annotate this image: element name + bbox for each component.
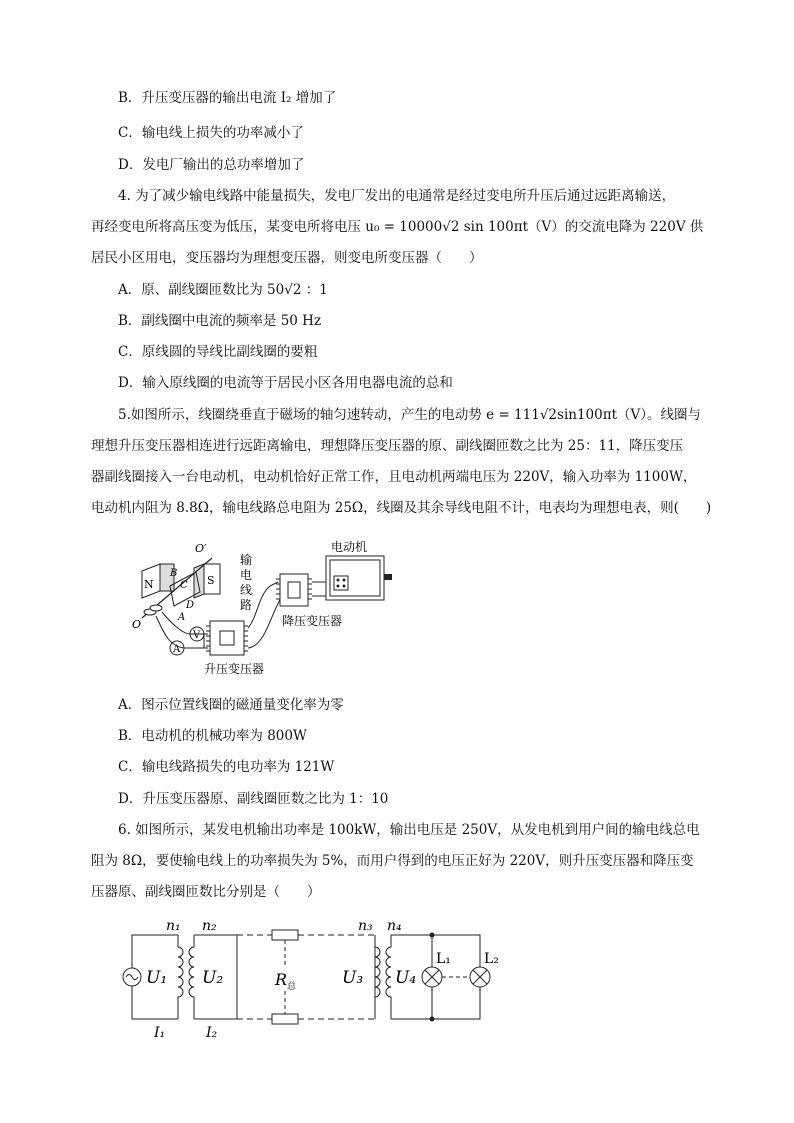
svg-text:n₁: n₁ [166, 918, 181, 934]
svg-text:O: O [132, 618, 142, 631]
svg-text:R: R [275, 970, 288, 989]
electric-motor [326, 539, 392, 600]
svg-text:C: C [180, 580, 188, 591]
q4-stem-line2: 再经变电所将高压变为低压，某变电所将电压 u₀ = 10000√2 sin 100πt（V）的交流电降为 220V 供 [91, 219, 704, 235]
svg-text:D: D [186, 600, 195, 611]
q3-option-b: B．升压变压器的输出电流 I₂ 增加了 [118, 90, 337, 106]
svg-text:I₂: I₂ [206, 1025, 218, 1040]
step-down-transformer [342, 918, 416, 1019]
svg-text:O′: O′ [195, 542, 207, 555]
svg-text:S: S [207, 574, 215, 587]
svg-text:n₂: n₂ [202, 918, 217, 934]
svg-text:U₃: U₃ [342, 968, 364, 988]
svg-text:U₄: U₄ [395, 968, 417, 988]
q4-option-c: C．原线圆的导线比副线圈的要粗 [118, 344, 318, 360]
q5-stem-line1: 5.如图所示，线圈绕垂直于磁场的轴匀速转动，产生的电动势 e = 111√2sin100πt（V）。线圈与 [118, 407, 702, 423]
q4-option-d: D．输入原线圈的电流等于居民小区各用电器电流的总和 [118, 375, 453, 391]
q5-stem-line4: 电动机内阻为 8.8Ω，输电线路总电阻为 25Ω，线圈及其余导线电阻不计，电表均为理想电表，则( ) [91, 500, 712, 516]
q3-option-c: C．输电线上损失的功率减小了 [118, 125, 304, 141]
q5-option-d: D．升压变压器原、副线圈匝数之比为 1：10 [118, 791, 389, 807]
svg-text:总: 总 [287, 982, 297, 992]
q4-option-a: A．原、副线圈匝数比为 50√2 ：1 [118, 282, 328, 298]
q5-stem-line2: 理想升压变压器相连进行远距离输电，理想降压变压器的原、副线圈匝数之比为 25：11，降压变压 [91, 438, 684, 454]
svg-text:输: 输 [240, 553, 253, 567]
transmission-line-label [240, 552, 252, 612]
svg-text:U₂: U₂ [202, 968, 224, 988]
step-up-transformer [178, 918, 223, 1040]
svg-text:L₁: L₁ [436, 951, 451, 967]
q5-option-b: B．电动机的机械功率为 800W [118, 728, 307, 744]
lamp-l1 [422, 951, 451, 987]
svg-text:电动机: 电动机 [331, 540, 368, 554]
step-up-transformer [204, 621, 264, 676]
lamp-l2 [470, 951, 499, 987]
svg-text:A: A [178, 612, 186, 623]
svg-text:n₄: n₄ [387, 918, 402, 934]
generator-circuit [123, 918, 181, 1040]
svg-text:路: 路 [240, 598, 253, 612]
q5-stem-line3: 器副线圈接入一台电动机，电动机恰好正常工作，且电动机两端电压为 220V，输入功率为 1100W， [91, 469, 697, 485]
svg-text:升压变压器: 升压变压器 [204, 662, 265, 676]
q6-stem-line1: 6. 如图所示，某发电机输出功率是 100kW，输出电压是 250V，从发电机到用户间的输电线总电 [118, 822, 700, 838]
svg-text:L₂: L₂ [484, 951, 499, 967]
svg-text:N: N [144, 578, 154, 591]
q4-option-b: B．副线圈中电流的频率是 50 Hz [118, 313, 322, 329]
q6-stem-line2: 阻为 8Ω，要使输电线上的功率损失为 5%，而用户得到的电压正好为 220V，则升压变压器和降压变 [91, 853, 694, 869]
svg-text:n₃: n₃ [358, 918, 373, 934]
q5-power-transmission-figure [130, 536, 430, 681]
svg-text:B: B [170, 568, 178, 579]
q3-option-d: D．发电厂输出的总功率增加了 [118, 157, 305, 173]
svg-text:线: 线 [240, 583, 253, 597]
svg-text:降压变压器: 降压变压器 [282, 614, 343, 628]
q5-option-c: C．输电线路损失的电功率为 121W [118, 759, 335, 775]
q6-circuit-figure [120, 915, 520, 1040]
svg-text:U₁: U₁ [146, 968, 168, 988]
q4-stem-line3: 居民小区用电，变压器均为理想变压器，则变电所变压器（ ） [91, 250, 483, 266]
svg-text:A: A [173, 644, 181, 655]
svg-text:V: V [193, 630, 201, 641]
svg-text:电: 电 [240, 568, 253, 582]
svg-text:I₁: I₁ [154, 1025, 166, 1040]
q5-option-a: A．图示位置线圈的磁通量变化率为零 [118, 697, 344, 713]
q4-stem-line1: 4. 为了减少输电线路中能量损失，发电厂发出的电通常是经过变电所升压后通过远距离输送， [118, 188, 676, 204]
q6-stem-line3: 压器原、副线圈匝数比分别是（ ） [91, 884, 321, 900]
